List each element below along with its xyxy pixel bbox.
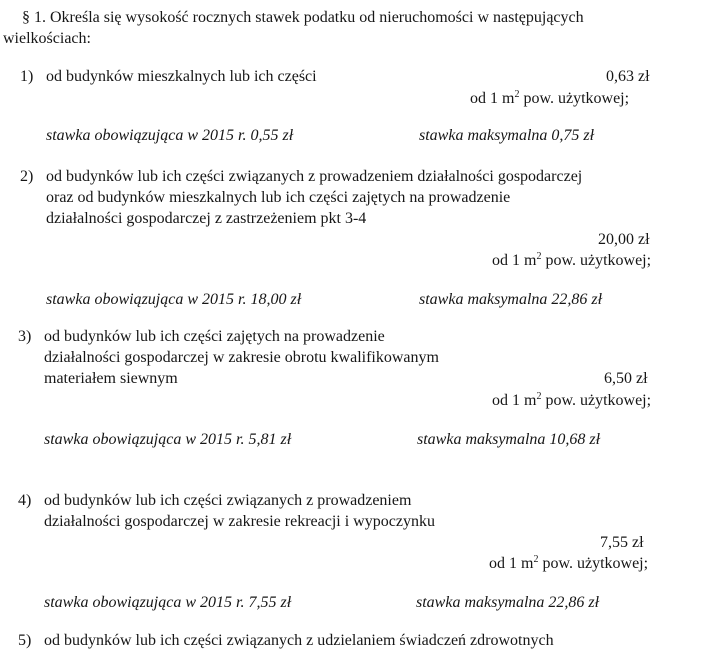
item-4-unit-suffix: pow. użytkowej; — [538, 555, 649, 572]
item-2-text-line-1: od budynków lub ich części związanych z prowadzeniem działalności gospodarczej — [46, 168, 583, 185]
item-1-unit-prefix: od 1 m — [470, 90, 515, 107]
item-4-number: 4) — [18, 492, 32, 509]
item-5-text-line-1: od budynków lub ich części związanych z udzielaniem świadczeń zdrowotnych — [44, 632, 554, 649]
item-1-number: 1) — [20, 68, 34, 85]
item-3-unit-prefix: od 1 m — [492, 392, 537, 409]
item-3-max-rate: stawka maksymalna 10,68 zł — [417, 431, 601, 448]
item-2-amount: 20,00 zł — [598, 231, 650, 248]
item-3-unit — [492, 390, 651, 411]
item-4-unit-sup: 2 — [533, 554, 539, 565]
item-1-unit-suffix: pow. użytkowej; — [519, 90, 630, 107]
item-1-current-rate: stawka obowiązująca w 2015 r. 0,55 zł — [46, 127, 294, 144]
intro-line-1: § 1. Określa się wysokość rocznych stawek podatku od nieruchomości w następujących — [22, 9, 584, 26]
item-1-text-line-1: od budynków mieszkalnych lub ich części — [46, 68, 317, 85]
item-4-amount: 7,55 zł — [600, 534, 644, 551]
item-3-unit-sup: 2 — [536, 391, 542, 402]
item-3-text-line-2: działalności gospodarczej w zakresie obrotu kwalifikowanym — [44, 349, 439, 366]
item-2-unit — [492, 250, 651, 271]
item-4-text-line-2: działalności gospodarczej w zakresie rekreacji i wypoczynku — [44, 513, 435, 530]
item-2-unit-sup: 2 — [536, 251, 542, 262]
item-4-unit — [489, 553, 648, 574]
item-2-max-rate: stawka maksymalna 22,86 zł — [419, 291, 603, 308]
item-3-current-rate: stawka obowiązująca w 2015 r. 5,81 zł — [44, 431, 292, 448]
item-2-text-line-2: oraz od budynków mieszkalnych lub ich części zajętych na prowadzenie — [46, 189, 511, 206]
item-3-text-line-1: od budynków lub ich części zajętych na prowadzenie — [44, 328, 385, 345]
item-3-amount: 6,50 zł — [604, 370, 648, 387]
item-4-max-rate: stawka maksymalna 22,86 zł — [416, 594, 600, 611]
item-1-unit-sup: 2 — [514, 89, 520, 100]
item-2-number: 2) — [20, 168, 34, 185]
item-1-max-rate: stawka maksymalna 0,75 zł — [419, 127, 595, 144]
item-3-number: 3) — [18, 328, 32, 345]
item-2-unit-prefix: od 1 m — [492, 252, 537, 269]
item-1-amount: 0,63 zł — [606, 68, 650, 85]
item-2-current-rate: stawka obowiązująca w 2015 r. 18,00 zł — [46, 291, 302, 308]
item-4-unit-prefix: od 1 m — [489, 555, 534, 572]
item-3-unit-suffix: pow. użytkowej; — [541, 392, 652, 409]
item-2-text-line-3: działalności gospodarczej z zastrzeżeniem pkt 3-4 — [46, 210, 367, 227]
item-4-text-line-1: od budynków lub ich części związanych z prowadzeniem — [44, 492, 412, 509]
item-3-text-line-3: materiałem siewnym — [44, 370, 178, 387]
item-5-number: 5) — [18, 632, 32, 649]
item-4-current-rate: stawka obowiązująca w 2015 r. 7,55 zł — [44, 594, 292, 611]
intro-line-2: wielkościach: — [3, 30, 91, 47]
item-1-unit — [470, 88, 629, 109]
item-2-unit-suffix: pow. użytkowej; — [541, 252, 652, 269]
